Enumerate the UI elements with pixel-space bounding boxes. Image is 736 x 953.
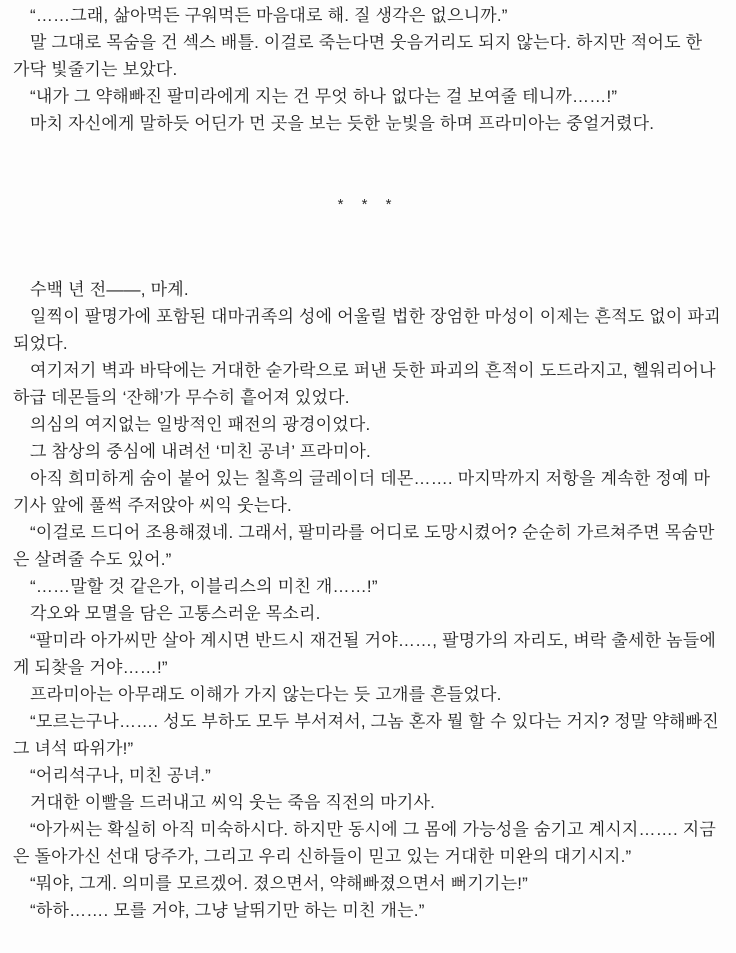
- novel-paragraph: “……그래, 삶아먹든 구워먹든 마음대로 해. 질 생각은 없으니까.”: [30, 6, 508, 25]
- novel-paragraph: “어리석구나, 미친 공녀.”: [30, 766, 212, 785]
- novel-paragraph: 아직 희미하게 숨이 붙어 있는 칠흑의 글레이더 데몬……. 마지막까지 저항을 계속한 정예 마기사 앞에 풀썩 주저앉아 씨익 웃는다.: [13, 469, 711, 515]
- novel-paragraph: 수백 년 전——, 마계.: [30, 280, 189, 299]
- novel-paragraph: 프라미아는 아무래도 이해가 가지 않는다는 듯 고개를 흔들었다.: [30, 685, 502, 704]
- novel-paragraph: “내가 그 약해빠진 팔미라에게 지는 건 무엇 하나 없다는 걸 보여줄 테니까……!”: [30, 87, 618, 106]
- novel-paragraph: 여기저기 벽과 바닥에는 거대한 숟가락으로 퍼낸 듯한 파괴의 흔적이 도드라지고, 헬워리어나 하급 데몬들의 ‘잔해’가 무수히 흩어져 있었다.: [13, 361, 716, 407]
- novel-paragraph: “이걸로 드디어 조용해졌네. 그래서, 팔미라를 어디로 도망시켰어? 순순히 가르쳐주면 목숨만은 살려줄 수도 있어.”: [13, 523, 715, 569]
- novel-paragraph: “팔미라 아가씨만 살아 계시면 반드시 재건될 거야……, 팔명가의 자리도, 벼락 출세한 놈들에게 되찾을 거야……!”: [13, 631, 717, 677]
- novel-paragraph: 거대한 이빨을 드러내고 씨익 웃는 죽음 직전의 마기사.: [30, 793, 436, 812]
- novel-paragraph: 일찍이 팔명가에 포함된 대마귀족의 성에 어울릴 법한 장엄한 마성이 이제는 흔적도 없이 파괴되었다.: [13, 307, 721, 353]
- novel-paragraph: 그 참상의 중심에 내려선 ‘미친 공녀’ 프라미아.: [30, 442, 371, 461]
- novel-paragraph: 마치 자신에게 말하듯 어딘가 먼 곳을 보는 듯한 눈빛을 하며 프라미아는 중얼거렸다.: [30, 114, 655, 133]
- novel-paragraph: “모르는구나……. 성도 부하도 모두 부서져서, 그놈 혼자 뭘 할 수 있다는 거지? 정말 약해빠진 그 녀석 따위가!”: [13, 712, 719, 758]
- novel-paragraph: 각오와 모멸을 담은 고통스러운 목소리.: [30, 604, 321, 623]
- novel-paragraph: 의심의 여지없는 일방적인 패전의 광경이었다.: [30, 415, 371, 434]
- novel-paragraph: “하하……. 모를 거야, 그냥 날뛰기만 하는 미친 개는.”: [30, 901, 425, 920]
- novel-paragraph: “……말할 것 같은가, 이블리스의 미친 개……!”: [30, 577, 378, 596]
- novel-paragraph: “아가씨는 확실히 아직 미숙하시다. 하지만 동시에 그 몸에 가능성을 숨기고 계시지……. 지금은 돌아가신 선대 당주가, 그리고 우리 신하들이 믿고 있는 거대한 미완의 대기시지.”: [13, 820, 717, 866]
- scene-break-separator: * * *: [337, 196, 399, 213]
- novel-paragraph: 말 그대로 목숨을 건 섹스 배틀. 이걸로 죽는다면 웃음거리도 되지 않는다. 하지만 적어도 한 가닥 빛줄기는 보았다.: [13, 33, 703, 79]
- novel-paragraph: “뭐야, 그게. 의미를 모르겠어. 졌으면서, 약해빠졌으면서 뻐기기는!”: [30, 874, 529, 893]
